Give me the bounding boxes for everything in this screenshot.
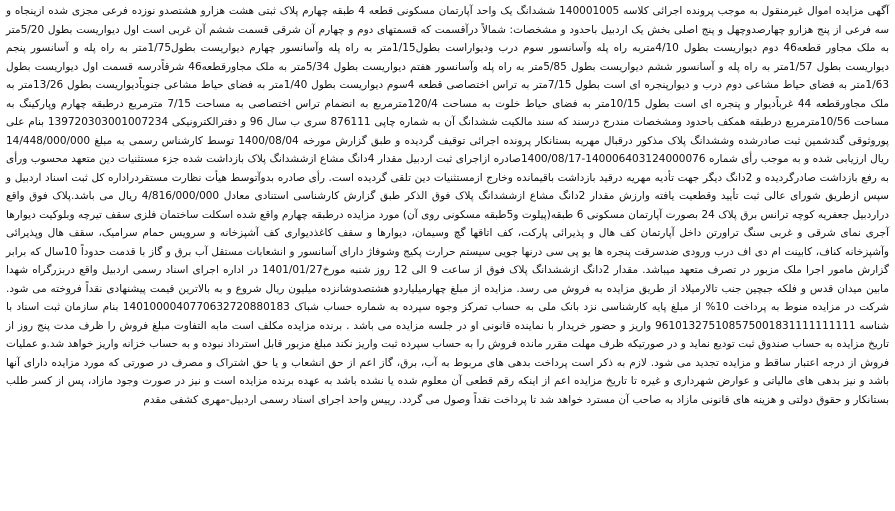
notice-body: آگهی مزایده اموال غیرمنقول به موجب پرونده اجرائی کلاسه 140001005 ششدانگ یک واحد آپارتمان مسکونی قطعه 4 طبقه چهارم پلاک ثبتی هشت هزارو هشتصدو نوزده فرعی مجزی شده ازینجاه و سه فرعی از پنج هزارو چهارصدوچهل و پنج اصلی بخش یک اردبیل باحدود و مشخصات: شمالاً درآقسمت که قسمتهای دوم و چهارم آن شرقی قسمت ششم آن غربی است اول دیواریست بطول 5/20متر به ملک مجاور قطعه46 دوم دیواریست بطول 4/10متربه راه پله وآسانسور سوم درب ودیواراست بطول1/15متر به راه پله وآسانسور چهارم دیواریست بطول1/75متر به راه پله و آسانسور پنجم دیواریست بطول 1/57متر به راه پله و آسانسور ششم دیواریست بطول 5/85متر به راه پله وآسانسور هفتم دیواریست بطول 5/34متر به ملک مجاورقطعه46 شرقاًدرسه قسمت اول دیواریست بطول 1/63متر به فضای حیاط مشاعی دوم درب و دیوارپنجره ای است بطول 7/15متر به تراس اختصاصی قطعه 4سوم دیواریست بطول 1/40متر به فضای حیاط مشاعی جنوباًدیواریست بطول 13/26متر به ملک مجاورقطعه 44 غرباًدیوار و پنجره ای است بطول 10/15متر به فضای حیاط خلوت به مساحت 120/4مترمربع به انضمام تراس اختصاصی به مساحت 7/15 مترمربع درطبقه چهارم وپارکینگ به مساحت 10/56مترمربع درطبقه همکف باحدود ومشخصات مندرج درسند که سند مالکیت ششدانگ آن به شماره چاپی 876111 سری ب سال 96 و دفترالکترونیکی 139720303001007234 بنام علی پوروثوقی گندشمین ثبت صادرشده وششدانگ پلاک مذکور درقبال مهریه بستانکار پرونده اجرائی توقیف گردیده و طبق گزارش مورخه 1400/08/04 توسط کارشناس رسمی به مبلغ 14/448/000/000 ریال ارزیابی شده و به موجب رأی شماره 140006403124000076-1400/08/17صادره ازاجرای ثبت اردبیل مقدار 4دانگ مشاع ازششدانگ پلاک بازداشت شده جزء مستثنیات دین متعهد محسوب ورأی به رفع بازداشت صادرگردیده و 2دانگ دیگر جهت تأدیه مهریه درقید بازداشت باقیمانده وخارج ازمستثنیات دین تلقی گردیده است. رأی صادره بدوآتوسط هیأت نظارت مستقردراداره کل ثبت اسناد اردبیل و سپس ازطریق شورای عالی ثبت تأیید وقطعیت یافته وارزش مقدار 2دانگ مشاع ازششدانگ پلاک فوق الذکر طبق گزارش کارشناسی استنادی معادل 4/816/000/000 ریال می باشد.پلاک فوق واقع دراردبیل جعفریه کوچه ترانس برق پلاک 24 بصورت آپارتمان مسکونی 6 طبقه(پیلوت و5طبقه مسکونی روی آن) مورد مزایده درطبقه چهارم واقع شده اسکلت ساختمان فلزی سقف تیرچه وبلوکیت دیوارها آجری نمای شرقی و غربی سنگ تراورتن داخل آپارتمان کف هال و پذیرائی پارکت، کف اتاقها گچ وسیمان، دیوارها و سقف کاغذدیواری کف آشپزخانه و سرویس حمام سرامیک، سقف هال وپذیرائی وآشپزخانه کناف، کابینت ام دی اف درب ورودی ضدسرقت پنجره ها یو پی سی درنها جویی سیستم حرارت پکیج وشوفاژ دارای آسانسور و انشعابات مستقل آب برق و گاز با قدمت حدوداً 10سال که برابر گزارش مامور اجرا ملک مزبور در تصرف متعهد میباشد. مقدار 2دانگ ازششدانگ پلاک فوق از ساعت 9 الی 12 روز شنبه مورخ1401/01/27 در اداره اجرای اسناد رسمی اردبیل واقع دربزرگراه شهدا مابین میدان قدس و فلکه جبچین جنب تالارمیلاد از طریق مزایده به فروش می رسد. مزایده از مبلغ چهارمیلیاردو هشتصدوشانزده میلیون ریال شروع و به بالاترین قیمت پیشنهادی نقداً فروخته می شود. شرکت در مزایده منوط به پرداخت 10% از مبلغ پایه کارشناسی نزد بانک ملی به حساب تمرکز وجوه سپرده به شماره حساب شباک 1401000040770632720880183 بنام سازمان ثبت اسناد با شناسه 961013275108575001831111111111 واریز و حضور خریدار با نماینده قانونی او در جلسه مزایده می باشد . برنده مزایده مکلف است مابه التفاوت مبلغ فروش را ظرف مدت پنج روز از تاریخ مزایده به حساب صندوق ثبت تودیع نماید و در صورتیکه ظرف مهلت مقرر مانده فروش را به حساب سپرده ثبت واریز نکند مبلغ مزبور قابل استرداد نبوده و به حساب خزانه واریز خواهد شد.و عملیات فروش از درجه اعتبار ساقط و مزایده تجدید می شود. لازم به ذکر است پرداخت بدهی های مربوط به آب، برق، گاز اعم از حق انشعاب و یا حق اشتراک و مصرف در صورتی که مورد مزایده دارای آنها باشد و نیز بدهی های مالیاتی و عوارض شهرداری و غیره تا تاریخ مزایده اعم از اینکه رقم قطعی آن معلوم شده یا نشده باشد به عهده برنده مزایده است و نیز در صورت وجود مازاد، پس از کسر طلب بستانکار و حقوق دولتی و هزینه های قانونی مازاد به صاحب آن مسترد خواهد شد تا پرداخت نقداً وصول می گردد. رییس واحد اجرای اسناد رسمی اردبیل-مهری کشفی مقدم bbox=[6, 5, 890, 406]
